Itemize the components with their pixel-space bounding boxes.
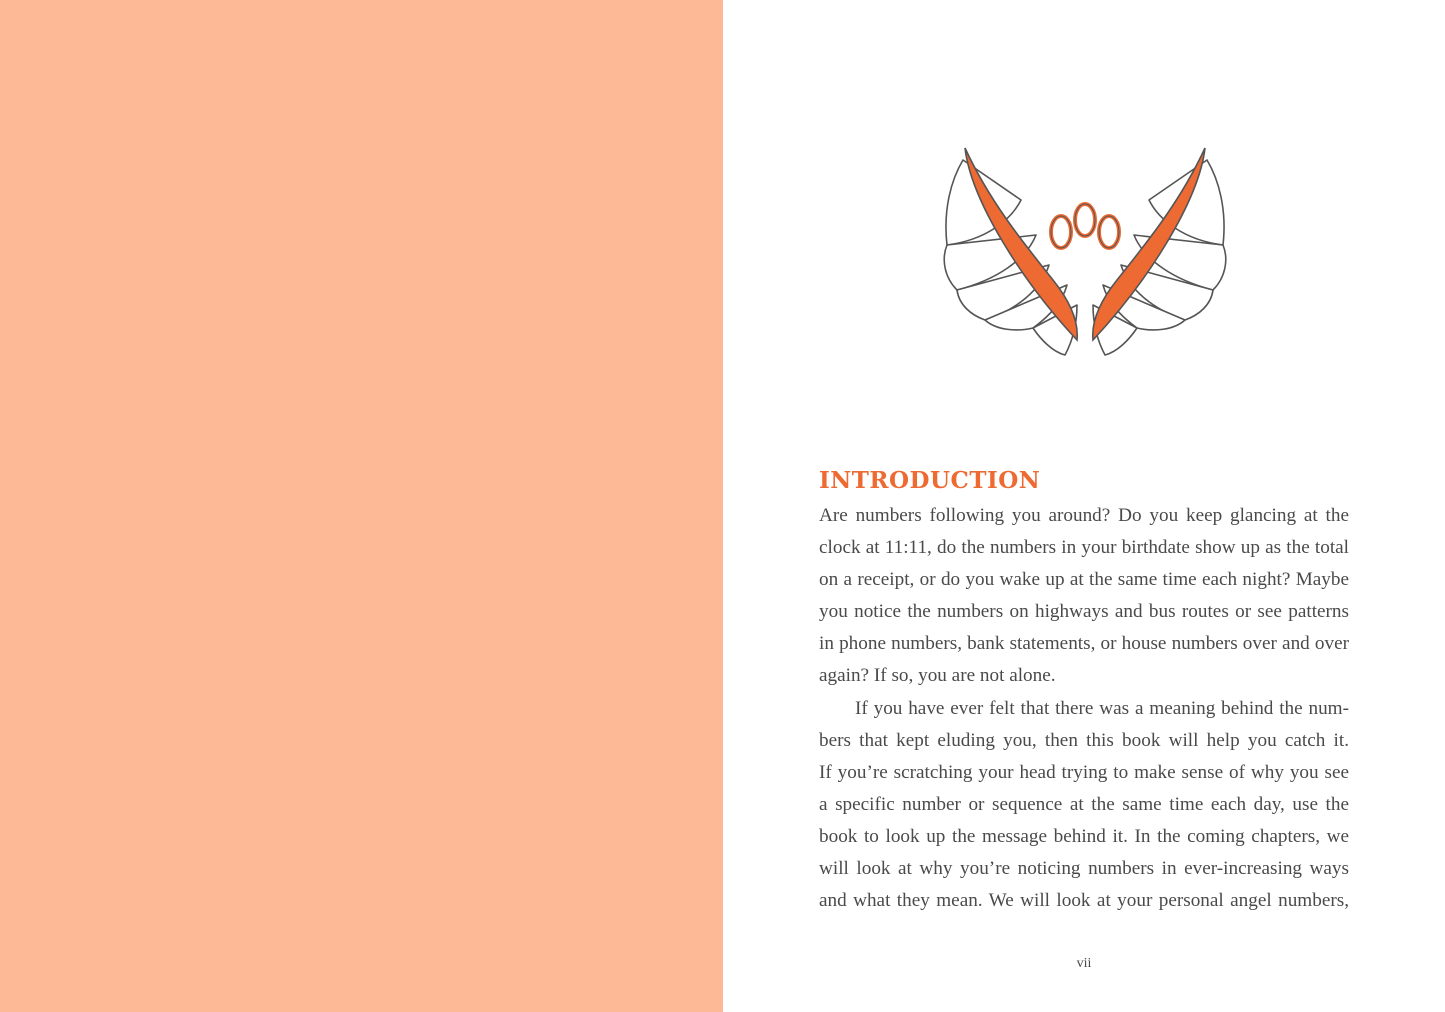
chapter-heading: INTRODUCTION bbox=[819, 467, 1041, 494]
text-line: in phone numbers, bank statements, or house numbers over and over bbox=[819, 633, 1349, 655]
text-line: bers that kept eluding you, then this book will help you catch it. bbox=[819, 729, 1349, 751]
text-line: you notice the numbers on highways and bus routes or see patterns bbox=[819, 601, 1349, 623]
text-line: clock at 11:11, do the numbers in your birthdate show up as the total bbox=[819, 537, 1349, 559]
page-number: vii bbox=[1076, 956, 1092, 971]
text-line: on a receipt, or do you wake up at the same time each night? Maybe bbox=[819, 569, 1349, 591]
text-line: again? If so, you are not alone. bbox=[819, 665, 1056, 687]
digits-000 bbox=[1051, 204, 1119, 248]
body-text bbox=[819, 500, 1349, 917]
text-line: will look at why you’re noticing numbers in ever-increasing ways bbox=[819, 858, 1349, 880]
angel-wings-with-000-icon bbox=[941, 140, 1229, 365]
text-line: Are numbers following you around? Do you keep glancing at the bbox=[819, 505, 1349, 526]
text-line: book to look up the message behind it. In the coming chapters, we bbox=[819, 825, 1349, 847]
right-page bbox=[723, 0, 1445, 1012]
text-line: and what they mean. We will look at your personal angel numbers, bbox=[819, 890, 1349, 912]
text-line: If you’re scratching your head trying to make sense of why you see bbox=[819, 761, 1349, 783]
text-line: a specific number or sequence at the same time each day, use the bbox=[819, 793, 1349, 815]
text-line: If you have ever felt that there was a meaning behind the num- bbox=[855, 697, 1349, 719]
